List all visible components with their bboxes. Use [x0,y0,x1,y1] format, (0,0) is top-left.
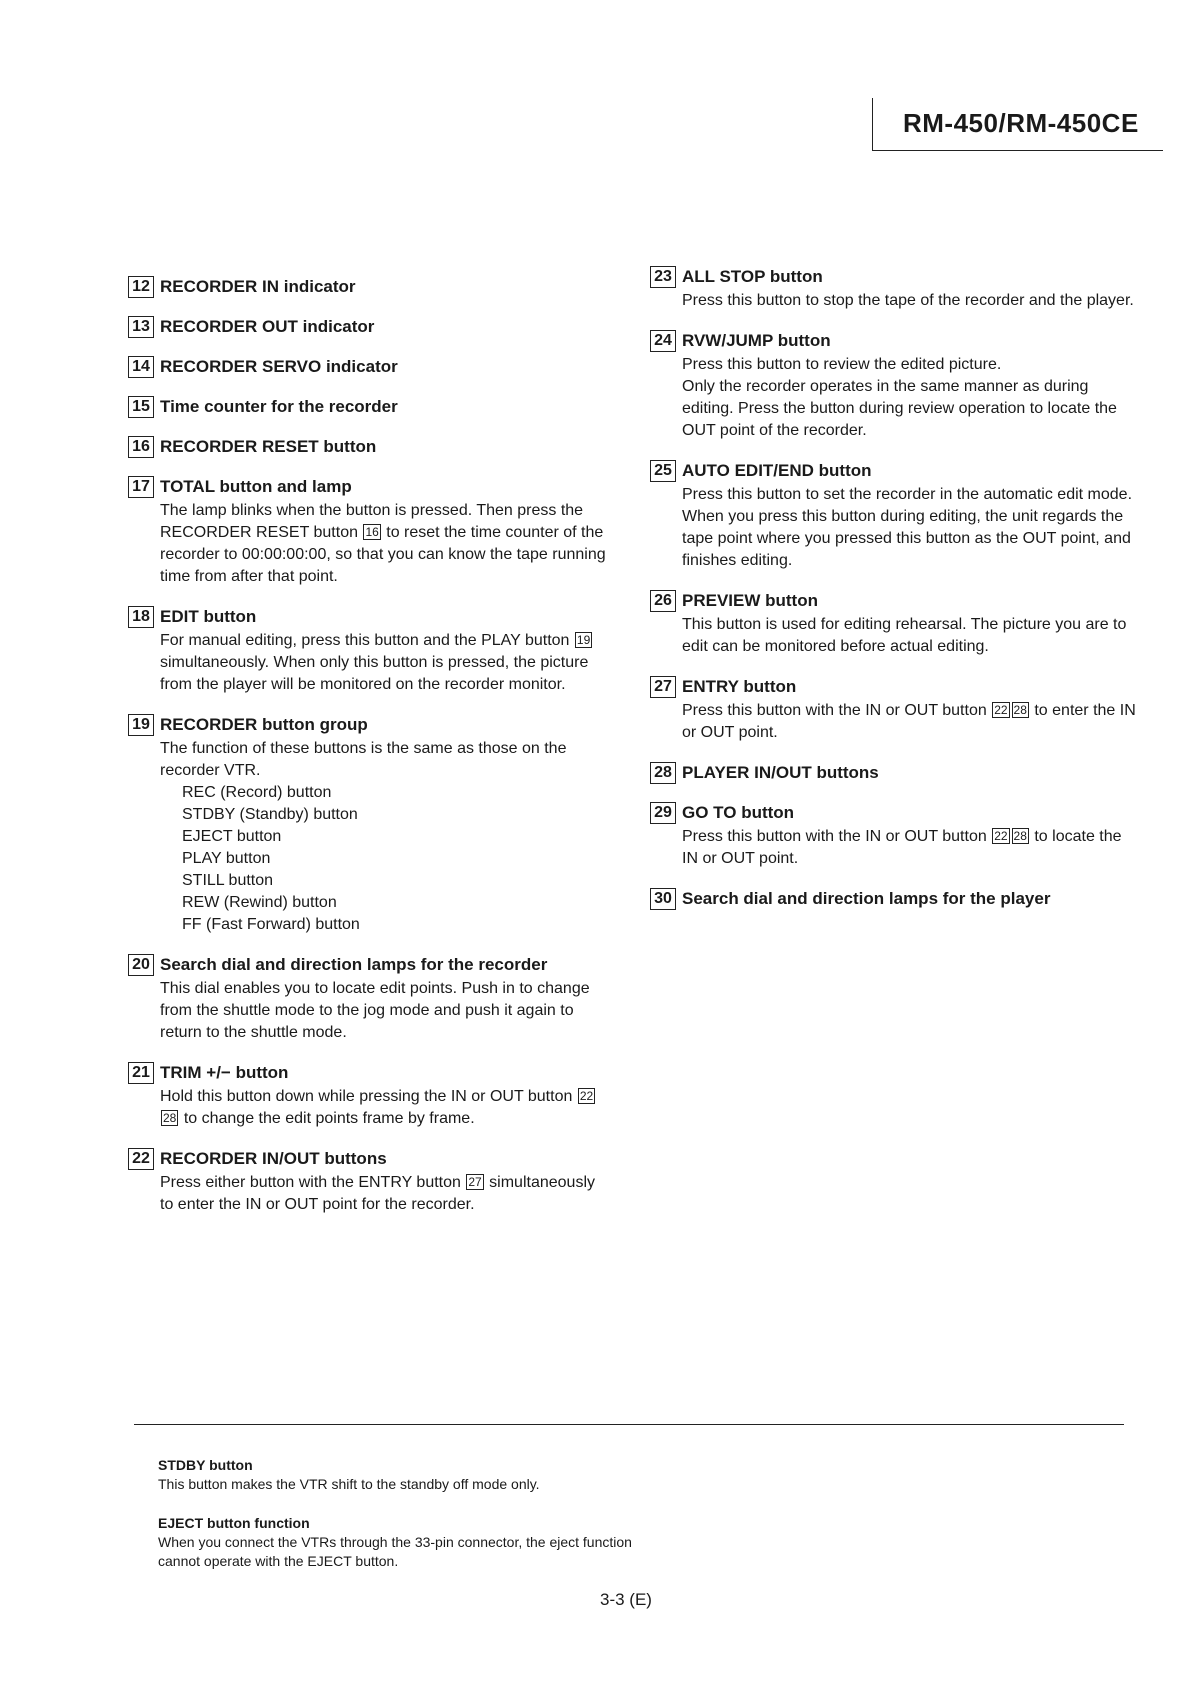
sub-item: REC (Record) button [182,784,332,801]
item-title: EDIT button [160,607,257,626]
sub-item: STILL button [182,872,274,889]
reference-number: 28 [1013,703,1027,717]
item-title: TOTAL button and lamp [160,477,352,496]
item-number: 15 [128,396,154,418]
item-title: ALL STOP button [682,267,823,286]
item-title: Time counter for the recorder [160,397,398,416]
item-15 [128,396,608,418]
footnote-title: EJECT button function [158,1515,310,1531]
item-description: Press either button with the ENTRY button 27 simultaneously to enter the IN or OUT point for the recorder. [160,1174,595,1213]
item-19 [128,714,608,936]
item-title: ENTRY button [682,677,797,696]
item-number: 30 [650,888,676,910]
item-number: 21 [128,1062,154,1084]
item-number: 25 [650,460,676,482]
item-description: Press this button with the IN or OUT button 22 28 to enter the IN or OUT point. [682,702,1136,741]
item-24 [650,330,1140,442]
item-number: 13 [128,316,154,338]
item-description: Hold this button down while pressing the IN or OUT button 2228 to change the edit points frame by frame. [160,1088,594,1127]
item-title: RVW/JUMP button [682,331,831,350]
item-description: Press this button to stop the tape of the recorder and the player. [682,292,1134,309]
item-18 [128,606,608,696]
item-13 [128,316,608,338]
reference-number: 27 [468,1175,482,1189]
footnote-stdby [158,1456,658,1494]
item-12 [128,276,608,298]
item-title: Search dial and direction lamps for the player [682,889,1051,908]
item-title: AUTO EDIT/END button [682,461,872,480]
item-number: 26 [650,590,676,612]
item-16 [128,436,608,458]
footnote-text: When you connect the VTRs through the 33-pin connector, the eject function cannot operate with the EJECT button. [158,1534,632,1569]
item-title: RECORDER button group [160,715,368,734]
item-number: 18 [128,606,154,628]
right-column [650,266,1140,928]
item-number: 17 [128,476,154,498]
page-header [872,98,1163,151]
sub-item: PLAY button [182,850,271,867]
footnote-divider [134,1424,1124,1425]
left-column [128,276,608,1234]
sub-item: FF (Fast Forward) button [182,916,360,933]
item-description: This button is used for editing rehearsal. The picture you are to edit can be monitored before actual editing. [682,616,1127,655]
reference-number: 22 [994,703,1008,717]
item-title: GO TO button [682,803,795,822]
item-28 [650,762,1140,784]
item-20 [128,954,608,1044]
item-description: The function of these buttons is the same as those on the recorder VTR. REC (Record) button STDBY (Standby) button EJECT button PLAY button STILL button REW (Rewind) button FF (Fast Forward) button [160,738,608,936]
item-title: TRIM +/− button [160,1063,289,1082]
item-number: 14 [128,356,154,378]
item-26 [650,590,1140,658]
item-number: 19 [128,714,154,736]
item-14 [128,356,608,378]
item-description: Press this button to review the edited picture. Only the recorder operates in the same manner as during editing. Press the button during review operation to locate the OUT point of the recorder. [682,356,1117,439]
item-number: 24 [650,330,676,352]
item-title: RECORDER RESET button [160,437,377,456]
footnote-title: STDBY button [158,1457,253,1473]
item-description: The lamp blinks when the button is pressed. Then press the RECORDER RESET button 16 to reset the time counter of the recorder to 00:00:00:00, so that you can know the tape running time from after that point. [160,502,606,585]
reference-number: 28 [1013,829,1027,843]
model-title: RM-450/RM-450CE [903,108,1139,138]
item-description: Press this button to set the recorder in the automatic edit mode. When you press this button during editing, the unit regards the tape point where you pressed this button as the OUT point, and finishes editing. [682,486,1133,569]
sub-item: REW (Rewind) button [182,894,337,911]
sub-list [182,782,608,936]
item-30 [650,888,1140,910]
footnote-eject [158,1514,658,1571]
item-title: PREVIEW button [682,591,818,610]
item-number: 23 [650,266,676,288]
item-description: This dial enables you to locate edit points. Push in to change from the shuttle mode to the jog mode and push it again to return to the shuttle mode. [160,980,590,1041]
item-number: 16 [128,436,154,458]
sub-item: EJECT button [182,828,282,845]
item-number: 22 [128,1148,154,1170]
item-22 [128,1148,608,1216]
reference-number: 28 [163,1111,177,1125]
item-number: 29 [650,802,676,824]
page-number: 3-3 (E) [600,1590,652,1609]
footnote-text: This button makes the VTR shift to the standby off mode only. [158,1476,540,1492]
item-title: RECORDER IN indicator [160,277,356,296]
item-25 [650,460,1140,572]
item-description: For manual editing, press this button and the PLAY button 19 simultaneously. When only this button is pressed, the picture from the player will be monitored on the recorder monitor. [160,632,591,693]
reference-number: 16 [365,525,379,539]
item-title: RECORDER OUT indicator [160,317,375,336]
reference-number: 19 [576,633,591,647]
item-29 [650,802,1140,870]
item-17 [128,476,608,588]
item-27 [650,676,1140,744]
item-description: Press this button with the IN or OUT button 22 28 to locate the IN or OUT point. [682,828,1122,867]
item-number: 28 [650,762,676,784]
item-number: 20 [128,954,154,976]
item-title: Search dial and direction lamps for the recorder [160,955,548,974]
reference-number: 22 [579,1089,594,1103]
item-title: RECORDER IN/OUT buttons [160,1149,387,1168]
item-23 [650,266,1140,312]
reference-number: 22 [994,829,1008,843]
item-title: RECORDER SERVO indicator [160,357,398,376]
item-number: 12 [128,276,154,298]
item-number: 27 [650,676,676,698]
item-21 [128,1062,608,1130]
item-title: PLAYER IN/OUT buttons [682,763,879,782]
sub-item: STDBY (Standby) button [182,806,358,823]
